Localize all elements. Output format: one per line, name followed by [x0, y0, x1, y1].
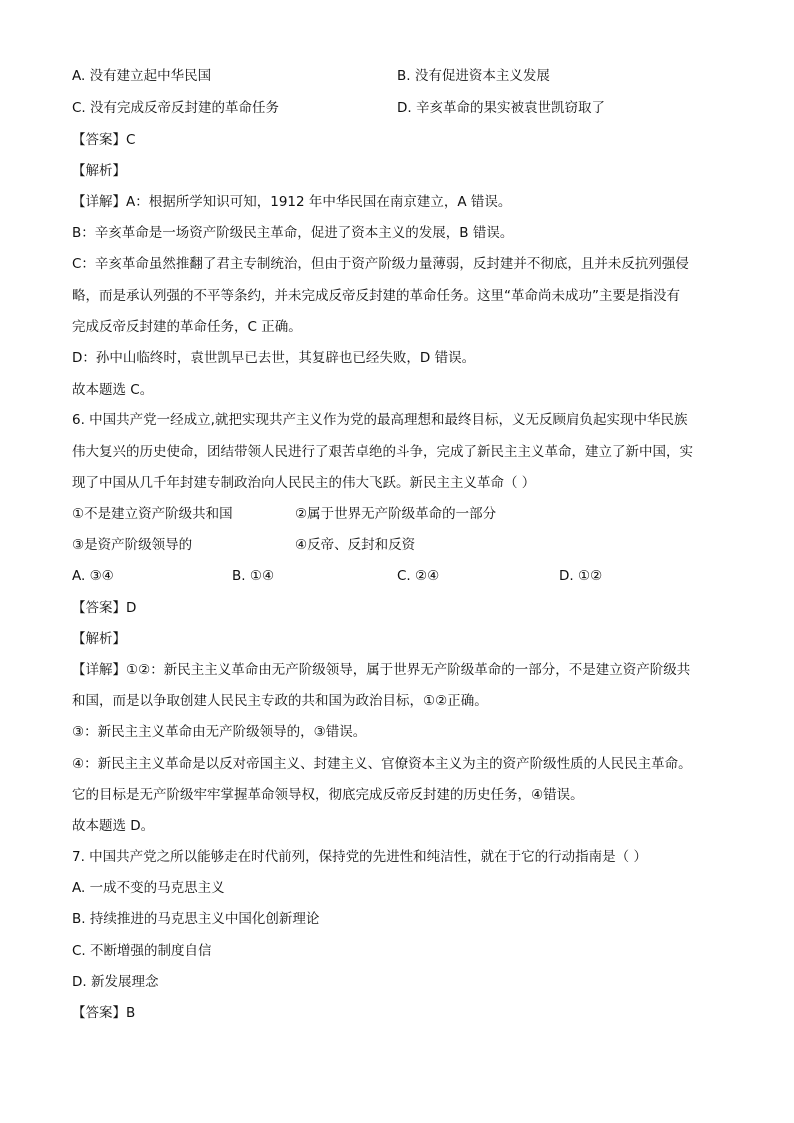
q5-answer: 【答案】C [72, 132, 136, 148]
q7-option-b: B. 持续推进的马克思主义中国化创新理论 [72, 911, 320, 927]
q5-option-a: A. 没有建立起中华民国 [72, 68, 212, 84]
q6-option-a: A. ③④ [72, 568, 114, 584]
q6-stem-line: 伟大复兴的历史使命，团结带领人民进行了艰苦卓绝的斗争，完成了新民主主义革命，建立了新中国，实 [72, 444, 693, 460]
q5-analysis-label: 【解析】 [72, 163, 126, 179]
q5-detail-line: 【详解】A：根据所学知识可知，1912 年中华民国在南京建立，A 错误。 [72, 194, 512, 210]
q6-detail-line: ③：新民主主义革命由无产阶级领导的，③错误。 [72, 724, 367, 740]
q7-option-a: A. 一成不变的马克思主义 [72, 880, 225, 896]
q6-detail-line: 故本题选 D。 [72, 818, 155, 834]
q7-answer: 【答案】B [72, 1005, 136, 1021]
q5-option-b: B. 没有促进资本主义发展 [397, 68, 550, 84]
q5-detail-line: B：辛亥革命是一场资产阶级民主革命，促进了资本主义的发展，B 错误。 [72, 225, 514, 241]
q5-detail-line: 完成反帝反封建的革命任务，C 正确。 [72, 319, 302, 335]
q5-option-c: C. 没有完成反帝反封建的革命任务 [72, 100, 280, 116]
q6-option-d: D. ①② [559, 568, 603, 584]
q6-stem-line: 6. 中国共产党一经成立,就把实现共产主义作为党的最高理想和最终目标，义无反顾肩负起实现中华民族 [72, 412, 688, 428]
q7-stem: 7. 中国共产党之所以能够走在时代前列，保持党的先进性和纯洁性，就在于它的行动指南是（ ） [72, 849, 647, 865]
q6-detail-line: 它的目标是无产阶级牢牢掌握革命领导权，彻底完成反帝反封建的历史任务，④错误。 [72, 787, 584, 803]
q7-option-d: D. 新发展理念 [72, 974, 159, 990]
q6-option-c: C. ②④ [397, 568, 440, 584]
q6-detail-line: 【详解】①②：新民主主义革命由无产阶级领导，属于世界无产阶级革命的一部分，不是建立资产阶级共 [72, 662, 691, 678]
q6-stem-line: 现了中国从几千年封建专制政治向人民民主的伟大飞跃。新民主主义革命（ ） [72, 475, 536, 491]
q6-item-4: ④反帝、反封和反资 [295, 537, 416, 553]
q6-item-2: ②属于世界无产阶级革命的一部分 [295, 506, 497, 522]
q5-option-d: D. 辛亥革命的果实被袁世凯窃取了 [397, 100, 605, 116]
q7-option-c: C. 不断增强的制度自信 [72, 943, 212, 959]
q5-detail-line: 略，而是承认列强的不平等条约，并未完成反帝反封建的革命任务。这里“革命尚未成功”主要是指没有 [72, 288, 680, 304]
q6-option-b: B. ①④ [232, 568, 275, 584]
q6-item-1: ①不是建立资产阶级共和国 [72, 506, 233, 522]
q5-detail-line: 故本题选 C。 [72, 382, 154, 398]
q6-analysis-label: 【解析】 [72, 631, 126, 647]
q6-detail-line: ④：新民主主义革命是以反对帝国主义、封建主义、官僚资本主义为主的资产阶级性质的人民民主革命。 [72, 756, 692, 772]
q5-detail-line: C：辛亥革命虽然推翻了君主专制统治，但由于资产阶级力量薄弱，反封建并不彻底，且并未反抗列强侵 [72, 256, 689, 272]
q6-item-3: ③是资产阶级领导的 [72, 537, 193, 553]
q6-detail-line: 和国，而是以争取创建人民民主专政的共和国为政治目标，①②正确。 [72, 693, 488, 709]
q5-detail-line: D：孙中山临终时，袁世凯早已去世，其复辟也已经失败，D 错误。 [72, 350, 476, 366]
q6-answer: 【答案】D [72, 600, 137, 616]
